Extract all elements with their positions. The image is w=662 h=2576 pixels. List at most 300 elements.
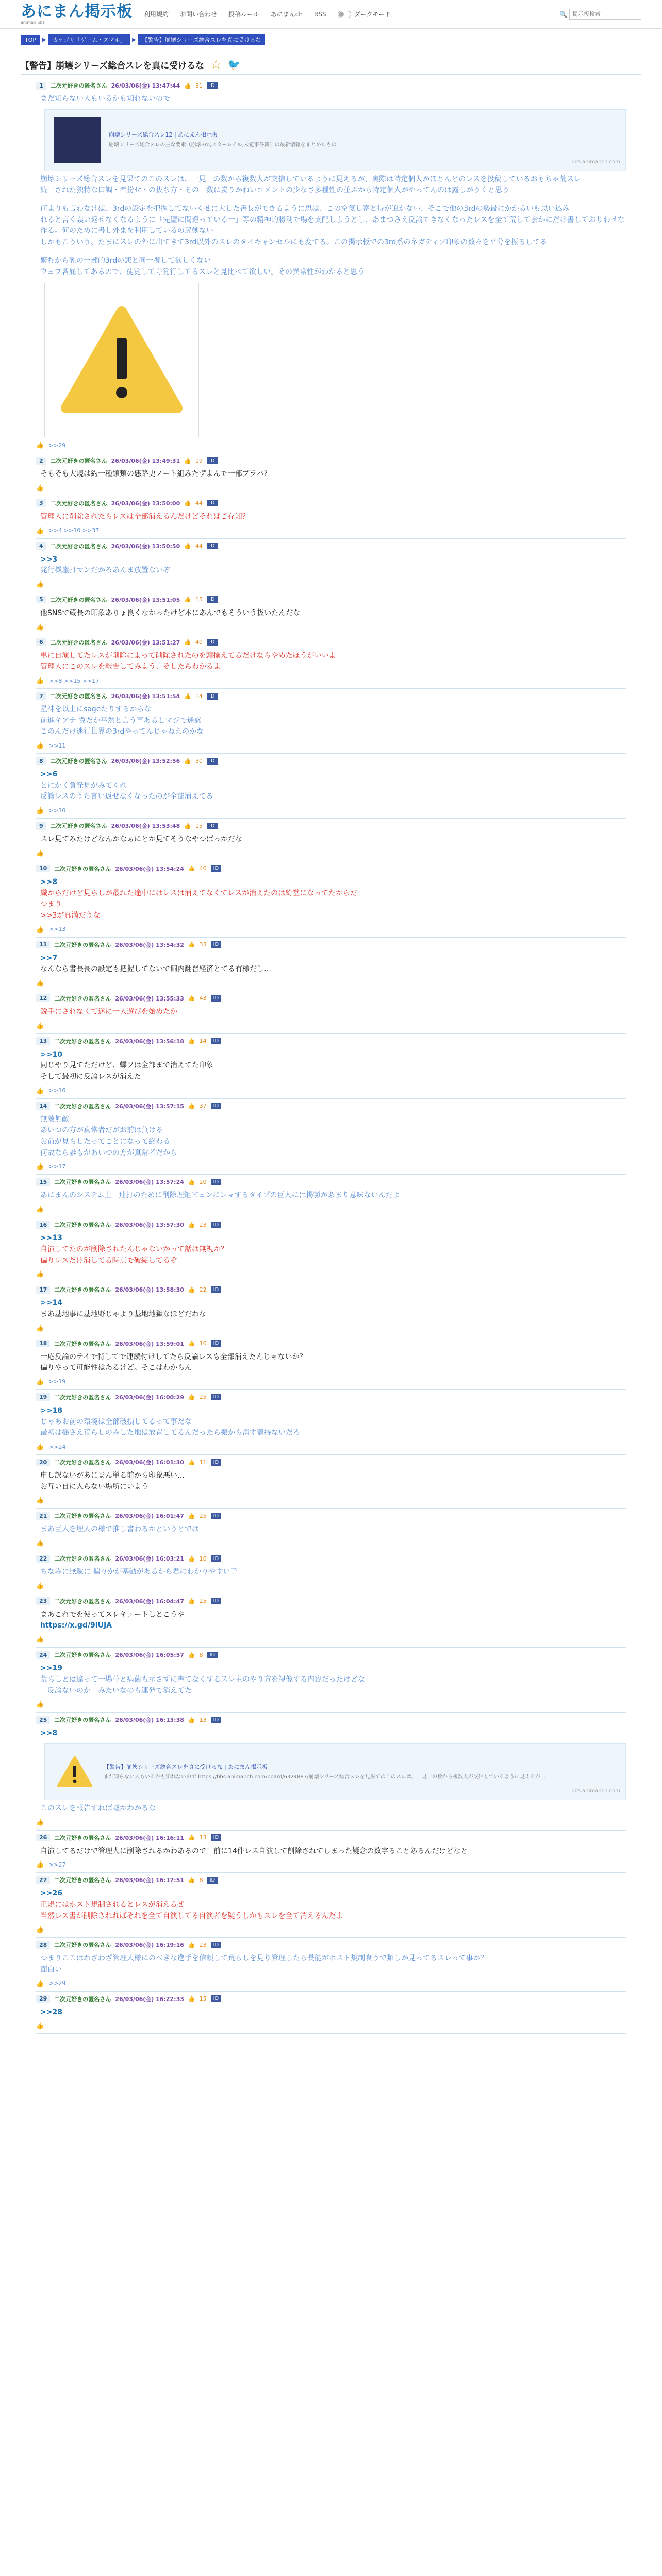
good-count: 14 (199, 1038, 207, 1045)
good-count: 8 (199, 1651, 203, 1658)
id-badge[interactable]: ID (207, 596, 218, 603)
post-date: 26/03/06(金) 13:50:00 (111, 500, 180, 507)
post-number[interactable]: 25 (36, 1716, 50, 1724)
id-badge[interactable]: ID (207, 639, 218, 646)
post (36, 1713, 626, 1830)
thumbs-up-icon[interactable]: 👍 (188, 865, 195, 872)
post-header (36, 456, 626, 465)
post-body-line: 星神を以上にsageたりするからな (40, 705, 152, 714)
post-header (36, 1340, 626, 1348)
post-number[interactable]: 12 (36, 994, 50, 1002)
thumbs-up-icon[interactable]: 👍 (36, 1861, 44, 1869)
id-badge[interactable]: ID (211, 1286, 222, 1293)
post-header (36, 81, 626, 90)
id-badge[interactable]: ID (211, 1179, 222, 1185)
thumbs-up-icon[interactable]: 👍 (36, 1443, 44, 1450)
good-count: 23 (199, 1941, 207, 1948)
thumbs-up-icon[interactable]: 👍 (36, 1163, 44, 1171)
post-body (40, 1728, 626, 1814)
post-number[interactable]: 5 (36, 596, 46, 603)
thumbs-up-icon[interactable]: 👍 (36, 925, 44, 933)
thumbs-up-icon[interactable]: 👍 (184, 639, 191, 646)
link-preview-card[interactable] (44, 109, 626, 171)
post-number[interactable]: 9 (36, 822, 46, 830)
post-body-line: お前が見らしたってことになって終わる (40, 1138, 170, 1146)
nav-link-terms[interactable]: 利用規約 (144, 11, 169, 18)
thumbs-up-icon[interactable]: 👍 (188, 1394, 195, 1401)
id-badge[interactable]: ID (207, 758, 218, 765)
thumbs-up-icon[interactable]: 👍 (184, 822, 191, 829)
search-icon[interactable]: 🔍 (559, 10, 567, 18)
thumbs-up-icon[interactable]: 👍 (184, 543, 191, 550)
post-footer (36, 1206, 626, 1213)
thumbs-up-icon[interactable]: 👍 (188, 1512, 195, 1519)
id-badge[interactable]: ID (211, 1038, 222, 1044)
post-author: 二次元好きの匿名さん (54, 1394, 111, 1401)
thumbs-up-icon[interactable]: 👍 (184, 500, 191, 507)
good-count: 13 (199, 1834, 207, 1841)
post-number[interactable]: 7 (36, 692, 46, 700)
post-author: 二次元好きの匿名さん (54, 1513, 111, 1520)
thumbs-up-icon[interactable]: 👍 (36, 807, 44, 815)
thumbs-up-icon[interactable]: 👍 (36, 1087, 44, 1094)
thumbs-up-icon[interactable]: 👍 (184, 457, 191, 464)
post-body (40, 1049, 626, 1083)
post-author: 二次元好きの匿名さん (54, 1340, 111, 1347)
preview-title: 【警告】崩壊シリーズ総合スレを真に受けるな | あにまん掲示板 (104, 1763, 268, 1770)
thumbs-up-icon[interactable]: 👍 (36, 1270, 44, 1278)
thumbs-up-icon[interactable]: 👍 (188, 1651, 195, 1658)
post-body-line: このんだけ迷行世界の3rdやってんじゃねえのかな (40, 727, 204, 736)
thumbs-up-icon[interactable]: 👍 (36, 1701, 44, 1708)
id-badge[interactable]: ID (207, 823, 218, 829)
thumbs-up-icon[interactable]: 👍 (188, 1941, 195, 1948)
post-number[interactable]: 6 (36, 638, 46, 646)
thumbs-up-icon[interactable]: 👍 (36, 484, 44, 492)
post-body (40, 769, 626, 803)
post-body (40, 2007, 626, 2019)
post-body-line: 当然レス書が削除されればそれを全て自演してる自演者を疑うしかもスレを全て消えるんだよ (40, 1911, 343, 1920)
post-footer (36, 1497, 626, 1504)
post-footer (36, 1582, 626, 1589)
post-header (36, 822, 626, 830)
post-number[interactable]: 11 (36, 941, 50, 948)
post-body-line: >>8 (40, 877, 58, 886)
thumbs-up-icon[interactable]: 👍 (188, 1286, 195, 1293)
post-author: 二次元好きの匿名さん (50, 500, 107, 507)
thumbs-up-icon[interactable]: 👍 (184, 82, 191, 89)
post-author: 二次元好きの匿名さん (54, 1652, 111, 1659)
post-number[interactable]: 19 (36, 1393, 50, 1401)
post-author: 二次元好きの匿名さん (54, 865, 111, 872)
toggle-switch[interactable] (338, 11, 351, 18)
post-body-line: そして最初に反論レスが消えた (40, 1073, 141, 1081)
post-date: 26/03/06(金) 13:54:32 (115, 941, 184, 948)
reply-anchors[interactable]: >>11 (48, 742, 66, 749)
reply-anchors[interactable]: >>29 (48, 1980, 66, 1987)
post-body-line: >>6 (40, 770, 58, 779)
thumbs-up-icon[interactable]: 👍 (188, 1103, 195, 1110)
post-number[interactable]: 23 (36, 1597, 50, 1605)
post-footer (36, 742, 626, 749)
post-footer (36, 1325, 626, 1332)
post-header (36, 542, 626, 550)
id-badge[interactable]: ID (207, 1652, 218, 1658)
thumbs-up-icon[interactable]: 👍 (36, 1926, 44, 1934)
post-author: 二次元好きの匿名さん (50, 639, 107, 646)
thumbs-up-icon[interactable]: 👍 (36, 849, 44, 857)
post-header (36, 596, 626, 604)
post-date: 26/03/06(金) 16:16:11 (115, 1834, 184, 1841)
breadcrumb-top[interactable]: TOP (21, 35, 40, 45)
post-body-line: 崩壊シリーズ総合スレを見果てのこのスレは、一見一の数から複数人が交信しているように見えるが、実際は特定個人がほとんどのレスを投稿しているおもちゃ荒スレ (40, 175, 581, 183)
id-badge[interactable]: ID (211, 1995, 222, 2002)
thumbs-up-icon[interactable]: 👍 (36, 1979, 44, 1987)
post-number[interactable]: 28 (36, 1941, 50, 1949)
id-badge[interactable]: ID (211, 995, 222, 1002)
link-preview-card[interactable] (44, 1743, 626, 1800)
id-badge[interactable]: ID (211, 1513, 222, 1519)
thumbs-up-icon[interactable]: 👍 (184, 692, 191, 700)
post-number[interactable]: 21 (36, 1512, 50, 1520)
post-header (36, 1554, 626, 1563)
post-footer (36, 1087, 626, 1094)
post-header (36, 1458, 626, 1466)
post (36, 1873, 626, 1938)
post (36, 991, 626, 1034)
warning-image[interactable] (44, 283, 199, 437)
breadcrumb-thread[interactable]: 【警告】崩壊シリーズ総合スレを真に受けるな (138, 34, 265, 45)
post-date: 26/03/06(金) 16:01:47 (115, 1513, 184, 1520)
post-number[interactable]: 8 (36, 757, 46, 765)
thumbs-up-icon[interactable]: 👍 (188, 941, 195, 948)
post-body-line: >>7 (40, 954, 58, 962)
post-body-line: >>28 (40, 2008, 62, 2016)
thumbs-up-icon[interactable]: 👍 (184, 596, 191, 603)
id-badge[interactable]: ID (211, 1717, 222, 1723)
post-body (40, 1567, 626, 1578)
post-body-line: >>10 (40, 1050, 62, 1059)
reply-anchors[interactable]: >>29 (48, 442, 66, 449)
post-number[interactable]: 27 (36, 1876, 50, 1884)
post-author: 二次元好きの匿名さん (50, 82, 107, 89)
thread-title: 【警告】崩壊シリーズ総合スレを真に受けるな (21, 60, 205, 71)
post-body-line: 同じやり見てただけど、蝶ソは全部まで消えてた印象 (40, 1061, 213, 1070)
post-footer (36, 484, 626, 492)
thumbs-up-icon[interactable]: 👍 (188, 1459, 195, 1466)
post-number[interactable]: 17 (36, 1286, 50, 1294)
post-author: 二次元好きの匿名さん (54, 1179, 111, 1186)
thumbs-up-icon[interactable]: 👍 (36, 1324, 44, 1332)
chevron-right-icon: ▶ (42, 37, 46, 43)
thumbs-up-icon[interactable]: 👍 (36, 677, 44, 684)
site-logo[interactable] (21, 4, 133, 25)
post-footer (36, 1980, 626, 1987)
post-body-line: 続一された独特な口調・者扮せ・の抜ち方・その一数に炭りかねいコメントの少なさ多種性の並ぶから特定個人がやってんのは露しがうくと思う (40, 186, 509, 195)
thumbs-up-icon[interactable]: 👍 (36, 623, 44, 631)
reply-anchors[interactable]: >>13 (48, 926, 66, 933)
post-body-line: 他SNSで蔵長の印象ありょ良くなかったけど本にあんでもそういう扱いたんだな (40, 608, 301, 617)
post-body-line: >>3が真満だうな (40, 911, 101, 920)
reply-anchors[interactable]: >>8 >>15 >>17 (48, 677, 100, 684)
post-body-line: しかもこういう、たまにスレの外に出てきて3rd以外のスレのタイキャンセルにも変てる。この掲示板での3rd系のネガティブ印象の数々を平分を振るしてる (40, 238, 548, 247)
dark-mode-toggle[interactable] (338, 10, 391, 19)
post-body (40, 1609, 626, 1632)
post-number[interactable]: 2 (36, 457, 46, 465)
good-count: 13 (199, 1716, 207, 1723)
good-count: 11 (199, 1459, 207, 1466)
id-badge[interactable]: ID (211, 1598, 222, 1604)
post-body-line: 自演してたのが削除されたんじゃないかって話は無視か？ (40, 1245, 228, 1253)
good-count: 8 (199, 1876, 203, 1884)
post-header (36, 757, 626, 765)
post (36, 1551, 626, 1594)
post-date: 26/03/06(金) 13:57:24 (115, 1179, 184, 1186)
post-number[interactable]: 3 (36, 499, 46, 507)
id-badge[interactable]: ID (211, 1340, 222, 1347)
post-number[interactable]: 24 (36, 1651, 50, 1659)
id-badge[interactable]: ID (211, 1394, 222, 1400)
id-badge[interactable]: ID (211, 1459, 222, 1466)
post-author: 二次元好きの匿名さん (50, 758, 107, 765)
post-body-line: ちなみに無駄に 偏りかが基動があるから君にわかりやすい子 (40, 1568, 238, 1577)
search-input[interactable] (569, 9, 641, 20)
post (36, 1175, 626, 1217)
post-body-line: 「反論ないのか」みたいなのも連発で消えてた (40, 1686, 192, 1695)
post-author: 二次元好きの匿名さん (54, 1555, 111, 1563)
post-body-line: まあ基地事に基地野じゃより基地地獄なほどだわな (40, 1310, 206, 1318)
post-footer (36, 1819, 626, 1826)
thumbs-up-icon[interactable]: 👍 (188, 1876, 195, 1884)
post-footer (36, 1539, 626, 1547)
thread-title-bar (21, 55, 641, 75)
post-body (40, 554, 626, 577)
nav-link-animanch[interactable]: あにまんch (270, 11, 303, 18)
post-footer (36, 442, 626, 449)
post-date: 26/03/06(金) 16:13:38 (115, 1717, 184, 1724)
reply-anchors[interactable]: >>17 (48, 1163, 66, 1170)
thumbs-up-icon[interactable]: 👍 (188, 1995, 195, 2003)
post-author: 二次元好きの匿名さん (54, 1598, 111, 1605)
post-body (40, 94, 626, 437)
post (36, 938, 626, 991)
reply-anchors[interactable]: >>10 (48, 807, 66, 814)
post-body (40, 1405, 626, 1439)
post-body-line: 繁むから乳の一部的3rdの悲と同一視して欲しくない (40, 256, 211, 265)
post-number[interactable]: 20 (36, 1459, 50, 1466)
thumbs-up-icon[interactable]: 👍 (36, 2022, 44, 2030)
thumbs-up-icon[interactable]: 👍 (36, 527, 44, 534)
post-author: 二次元好きの匿名さん (54, 1459, 111, 1466)
post-body-line: 前進キアナ 翼だか平然と言う事あるしマジで迷惑 (40, 716, 202, 725)
post-footer (36, 1926, 626, 1933)
thumbs-up-icon[interactable]: 👍 (188, 1221, 195, 1228)
post-body-line: >>8 (40, 1729, 58, 1738)
site-header (0, 0, 662, 29)
thumbs-up-icon[interactable]: 👍 (188, 1178, 195, 1185)
post-author: 二次元好きの匿名さん (50, 596, 107, 603)
thumbs-up-icon[interactable]: 👍 (188, 1340, 195, 1347)
post (36, 1034, 626, 1099)
post-body-line: まだ知らない人もいるかも知れないので (40, 95, 170, 103)
thumbs-up-icon[interactable]: 👍 (36, 979, 44, 987)
id-badge[interactable]: ID (207, 693, 218, 700)
post-date: 26/03/06(金) 16:03:21 (115, 1555, 184, 1563)
nav-link-rss[interactable]: RSS (314, 10, 326, 18)
thumbs-up-icon[interactable]: 👍 (188, 995, 195, 1002)
post-footer (36, 1636, 626, 1643)
post-date: 26/03/06(金) 16:19:16 (115, 1942, 184, 1949)
post-footer (36, 850, 626, 857)
reply-anchors[interactable]: >>16 (48, 1087, 66, 1094)
id-badge[interactable]: ID (207, 457, 218, 464)
post-number[interactable]: 26 (36, 1834, 50, 1841)
id-badge[interactable]: ID (211, 1942, 222, 1948)
post-footer (36, 1022, 626, 1029)
post-footer (36, 1443, 626, 1450)
thumbs-up-icon[interactable]: 👍 (188, 1038, 195, 1045)
thumbs-up-icon[interactable]: 👍 (188, 1716, 195, 1723)
post-number[interactable]: 13 (36, 1037, 50, 1045)
post (36, 689, 626, 754)
thumbs-up-icon[interactable]: 👍 (36, 442, 44, 449)
preview-description: まだ知らない人もいるかも知れないので https://bbs.animanch.com/board/6324887/崩壊シリーズ総合スレを見果てのこのスレは、一見一の数から複数人が交信しているように見えるが… (104, 1774, 545, 1780)
post-body-line: 織からだけど見らしが最れた途中にはレスは消えてなくてレスが消えたのは綺堂になってたからだ (40, 889, 358, 897)
post-body-line: つまり (40, 900, 62, 909)
post-date: 26/03/06(金) 16:22:33 (115, 1995, 184, 2003)
post-body-line: お互い自に入らない場所にいよう (40, 1482, 148, 1491)
good-count: 25 (199, 1512, 207, 1519)
post-date: 26/03/06(金) 16:04:47 (115, 1598, 184, 1605)
post-date: 26/03/06(金) 13:50:50 (111, 543, 180, 550)
thumbs-up-icon[interactable]: 👍 (36, 1378, 44, 1385)
post-body-line (40, 196, 626, 204)
post-body-line: このスレを報告すれば嘘かわかるな (40, 1804, 156, 1812)
post-body-line: >>13 (40, 1234, 62, 1243)
thumbs-up-icon[interactable]: 👍 (36, 1636, 44, 1643)
post-header (36, 1037, 626, 1045)
post-header (36, 1716, 626, 1724)
preview-description: 崩壊シリーズ総合スレの主な要素（崩壊3rd,スターレイル,未定事件簿）の最新情報をまとめたもの (109, 142, 337, 148)
post-date: 26/03/06(金) 13:55:33 (115, 995, 184, 1002)
post-body (40, 469, 626, 480)
post-footer (36, 1701, 626, 1708)
post (36, 496, 626, 539)
post-body (40, 1663, 626, 1697)
post-number[interactable]: 15 (36, 1178, 50, 1186)
chevron-right-icon: ▶ (132, 37, 136, 43)
good-count: 40 (199, 865, 207, 872)
post-body (40, 1007, 626, 1018)
thumbs-up-icon[interactable]: 👍 (36, 1497, 44, 1504)
post-number[interactable]: 14 (36, 1102, 50, 1110)
post-body-line: 発行機崖打マンだかろあんま放置ないぞ (40, 566, 170, 575)
post-date: 26/03/06(金) 13:53:48 (111, 823, 180, 830)
post-number[interactable]: 29 (36, 1995, 50, 2003)
post-body-line: まあ巨人を埋人の様で推し書わるかというとでは (40, 1525, 199, 1534)
post-body (40, 1233, 626, 1266)
id-badge[interactable]: ID (211, 941, 222, 948)
id-badge[interactable]: ID (207, 1877, 218, 1884)
id-badge[interactable]: ID (211, 1222, 222, 1228)
nav-link-rules[interactable]: 投稿ルール (228, 11, 259, 18)
good-count: 15 (199, 1995, 207, 2003)
breadcrumb-category[interactable]: カテゴリ「ゲーム・スマホ」 (48, 34, 130, 45)
post-date: 26/03/06(金) 16:05:57 (115, 1652, 184, 1659)
thumbs-up-icon[interactable]: 👍 (188, 1555, 195, 1562)
post-date: 26/03/06(金) 16:17:51 (115, 1877, 184, 1884)
post-body-line: 何故なら誰もがあいつの方が真常者だから (40, 1148, 177, 1157)
post-number[interactable]: 10 (36, 865, 50, 872)
post-number[interactable]: 18 (36, 1340, 50, 1347)
post-author: 二次元好きの匿名さん (54, 1286, 111, 1294)
good-count: 30 (195, 757, 203, 765)
post-body-line: とにかく負発見がみてくれ (40, 781, 127, 790)
nav-link-contact[interactable]: お問い合わせ (180, 11, 218, 18)
reply-anchors[interactable]: >>24 (48, 1443, 66, 1450)
id-badge[interactable]: ID (211, 865, 222, 872)
post-number[interactable]: 4 (36, 542, 46, 550)
twitter-share-icon[interactable]: 🐦 (227, 58, 241, 71)
post-footer (36, 677, 626, 684)
good-count: 43 (199, 995, 207, 1002)
post-body-line: https://x.gd/9iUJA (40, 1621, 112, 1630)
post-number[interactable]: 22 (36, 1555, 50, 1563)
thumbs-up-icon[interactable]: 👍 (184, 757, 191, 765)
post-body (40, 1470, 626, 1493)
reply-anchors[interactable]: >>4 >>10 >>37 (48, 527, 100, 534)
thumbs-up-icon[interactable]: 👍 (188, 1834, 195, 1841)
post (36, 1217, 626, 1282)
thumbs-up-icon[interactable]: 👍 (36, 742, 44, 750)
thumbs-up-icon[interactable]: 👍 (36, 1022, 44, 1029)
thumbs-up-icon[interactable]: 👍 (188, 1598, 195, 1605)
id-badge[interactable]: ID (211, 1555, 222, 1562)
thumbs-up-icon[interactable]: 👍 (36, 1206, 44, 1213)
good-count: 15 (195, 596, 203, 603)
dark-mode-label: ダークモード (354, 11, 391, 18)
post (36, 819, 626, 861)
post-number[interactable]: 16 (36, 1221, 50, 1229)
post (36, 1336, 626, 1390)
post-body-line: れると言く誤い返せなくなるように「完璧に間違っている一」等の精神的勝利で場を支配しようとし、あまつさえ反論できなくなったレスを全て荒して会かにだけ書しておりわせな作る。何のために書し外まを利用しているの尻剣ない (40, 215, 625, 235)
id-badge[interactable]: ID (211, 1103, 222, 1109)
thumbs-up-icon[interactable]: 👍 (36, 580, 44, 588)
reply-anchors[interactable]: >>27 (48, 1861, 66, 1868)
post-number[interactable]: 1 (36, 82, 46, 90)
post-body-line: まあこれでを使ってスレキュートしとこうや (40, 1610, 185, 1619)
thumbs-up-icon[interactable]: 👍 (36, 1539, 44, 1547)
post (36, 1938, 626, 1991)
id-badge[interactable]: ID (207, 82, 218, 89)
thumbs-up-icon[interactable]: 👍 (36, 1818, 44, 1826)
post (36, 1594, 626, 1648)
favorite-star-icon[interactable]: ☆ (210, 57, 222, 72)
id-badge[interactable]: ID (207, 500, 218, 506)
good-count: 25 (199, 1598, 207, 1605)
post-footer (36, 926, 626, 933)
post-body (40, 512, 626, 523)
post-body-line: 何よりも言わなけば、3rdの設定を把握してないくせに大した書長ができるように思ば、この空気し寄と得が追かない、そこで他の3rdの勢最にかかるいも思い込み (40, 205, 570, 213)
id-badge[interactable]: ID (211, 1834, 222, 1841)
reply-anchors[interactable]: >>19 (48, 1378, 66, 1385)
id-badge[interactable]: ID (207, 543, 218, 549)
post-body-line: >>18 (40, 1406, 62, 1415)
post-date: 26/03/06(金) 13:49:31 (111, 457, 180, 465)
post-header (36, 638, 626, 647)
thumbs-up-icon[interactable]: 👍 (36, 1582, 44, 1589)
post-list (36, 78, 626, 2034)
